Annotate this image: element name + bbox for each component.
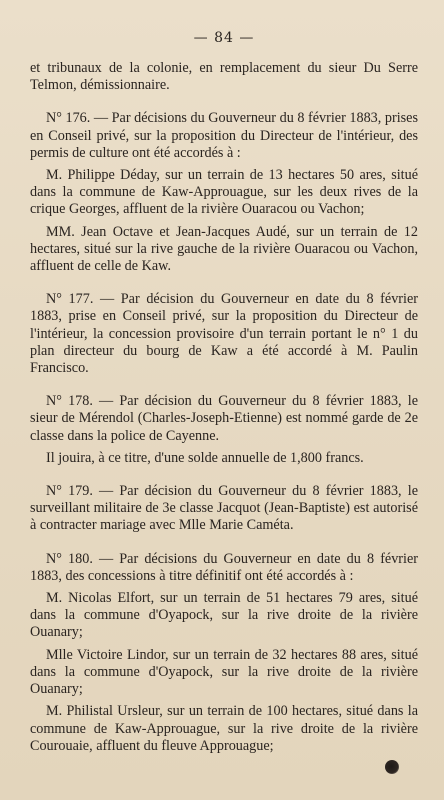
decision-180-item-2: Mlle Victoire Lindor, sur un terrain de 32 hectares 88 ares, situé dans la commune d'Oyapock, sur la rive droite de la rivière Ouanary; bbox=[30, 646, 418, 698]
paragraph-continuation: et tribunaux de la colonie, en remplacement du sieur Du Serre Telmon, démissionnaire. bbox=[30, 60, 418, 94]
ink-stain bbox=[385, 760, 399, 774]
decision-176-item-1: M. Philippe Déday, sur un terrain de 13 hectares 50 ares, situé dans la commune de Kaw-Approuague, sur les deux rives de la crique Georges, affluent de la rivière Ouaracou ou Vachon; bbox=[30, 167, 418, 218]
decision-177: N° 177. — Par décision du Gouverneur en date du 8 février 1883, prise en Conseil privé, sur la proposition du Directeur de l'intérieur, la concession provisoire d'un terrain portant le n° 1 du plan directeur du bourg de Kaw a été accordé à M. Paulin Francisco. bbox=[30, 291, 418, 377]
decision-180: N° 180. — Par décisions du Gouverneur en date du 8 février 1883, des concessions à titre définitif ont été accordés à : bbox=[30, 550, 418, 584]
page-number: — 84 — bbox=[193, 30, 255, 46]
decision-178: N° 178. — Par décision du Gouverneur du 8 février 1883, le sieur de Mérendol (Charles-Joseph-Etienne) est nommé garde de 2e classe dans la police de Cayenne. bbox=[30, 393, 418, 444]
decision-176: N° 176. — Par décisions du Gouverneur du 8 février 1883, prises en Conseil privé, sur la proposition du Directeur de l'intérieur, des permis de culture ont été accordés à : bbox=[30, 110, 418, 161]
decision-180-item-1: M. Nicolas Elfort, sur un terrain de 51 hectares 79 ares, situé dans la commune d'Oyapock, sur la rive droite de la rivière Ouanary; bbox=[30, 590, 418, 641]
decision-180-item-3: M. Philistal Ursleur, sur un terrain de 100 hectares, situé dans la commune de Kaw-Approuague, sur la rive droite de la rivière Courouaie, affluent du fleuve Approuague; bbox=[30, 703, 418, 754]
decision-176-item-2: MM. Jean Octave et Jean-Jacques Audé, sur un terrain de 12 hectares, situé sur la rive gauche de la rivière Ouaracou ou Vachon, affluent de celle de Kaw. bbox=[30, 223, 418, 275]
decision-179: N° 179. — Par décision du Gouverneur du 8 février 1883, le surveillant militaire de 3e classe Jacquot (Jean-Baptiste) est autorisé à contracter mariage avec Mlle Marie Caméta. bbox=[30, 483, 418, 534]
decision-178-salary: Il jouira, à ce titre, d'une solde annuelle de 1,800 francs. bbox=[46, 449, 364, 466]
